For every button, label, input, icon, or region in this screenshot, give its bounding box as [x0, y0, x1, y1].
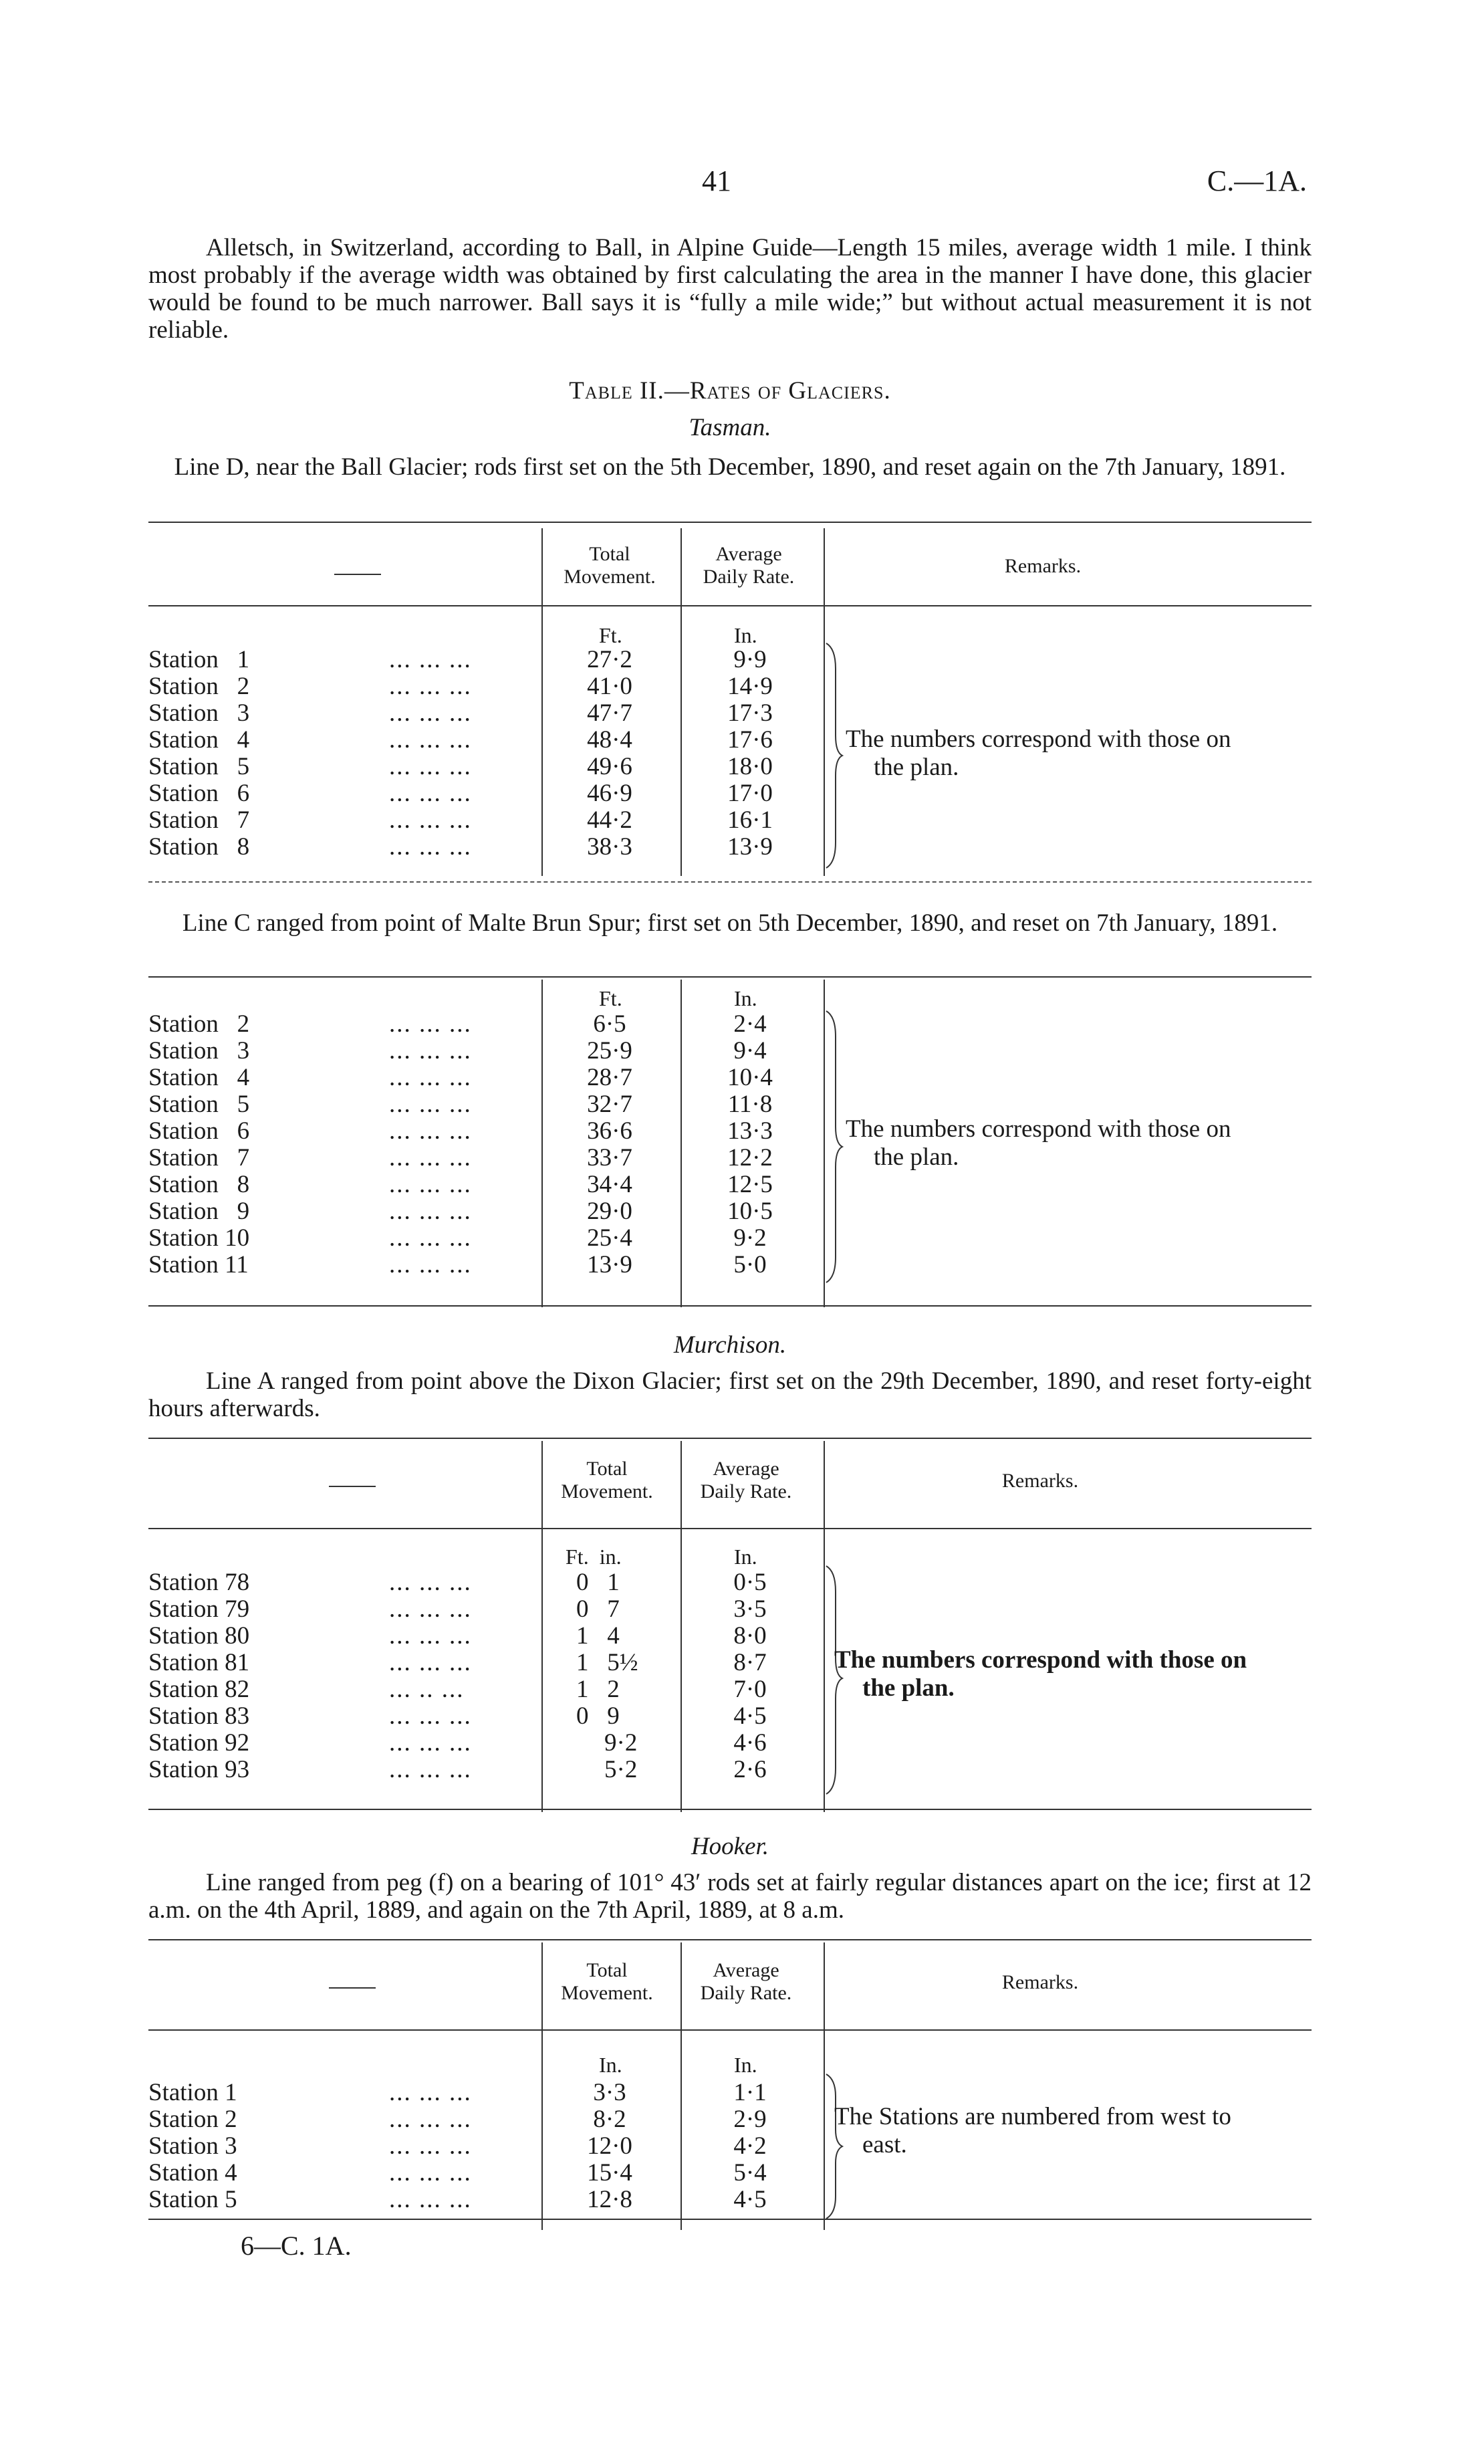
leader-dots: ... ... ...	[389, 2106, 472, 2133]
station-label: Station 4	[148, 2159, 237, 2187]
header-line: Total	[586, 1959, 628, 1981]
rate-value: 13·3	[727, 1117, 773, 1145]
leader-dots: ... ... ...	[389, 1224, 472, 1252]
rate-value: 8·0	[733, 1622, 767, 1650]
station-label: Station 5	[148, 753, 250, 780]
unit-total: Ft.	[599, 986, 622, 1010]
total-value: 5·2	[604, 1756, 638, 1783]
rate-value: 14·9	[727, 673, 773, 700]
tasman-heading: Tasman.	[689, 414, 771, 441]
total-value: 44·2	[587, 806, 632, 834]
station-label: Station 2	[148, 2106, 237, 2133]
leader-dots: ... ... ...	[389, 1198, 472, 1225]
header-line: Movement.	[561, 1982, 653, 2004]
remark-line: The numbers correspond with those on	[834, 1646, 1247, 1674]
table-top-rule	[148, 522, 1312, 523]
remarks-header: Remarks.	[1001, 1971, 1079, 1993]
signature-footer: 6—C. 1A.	[241, 2231, 352, 2261]
header-rule	[148, 605, 1312, 606]
rate-value: 10·5	[727, 1198, 773, 1225]
table-row	[148, 1702, 1312, 1728]
station-label: Station 2	[148, 1010, 250, 1038]
leader-dots: ... ... ...	[389, 1144, 472, 1171]
rate-value: 17·3	[727, 699, 773, 727]
total-value: 46·9	[587, 780, 632, 807]
station-label: Station 78	[148, 1569, 250, 1596]
table-row	[148, 1755, 1312, 1782]
header-line: Daily Rate.	[700, 1982, 792, 2004]
leader-dots: ... ... ...	[389, 2079, 472, 2106]
rate-value: 0·5	[733, 1569, 767, 1596]
table-row	[148, 1224, 1312, 1250]
murchison-heading: Murchison.	[673, 1331, 787, 1359]
table-row	[148, 1728, 1312, 1755]
leader-dots: ... ... ...	[389, 1251, 472, 1278]
station-label: Station 3	[148, 2132, 237, 2160]
header-line: Movement.	[564, 566, 656, 588]
station-label: Station 83	[148, 1702, 250, 1730]
table-bottom-rule	[148, 2219, 1312, 2220]
rate-value: 7·0	[733, 1676, 767, 1703]
station-label: Station 10	[148, 1224, 250, 1252]
leader-dots: ... ... ...	[389, 1037, 472, 1065]
total-value: 36·6	[587, 1117, 632, 1145]
leader-dots: ... ... ...	[389, 2159, 472, 2187]
total-value: 13·9	[587, 1251, 632, 1278]
table-row	[148, 645, 1312, 672]
header-line: Total	[589, 543, 630, 565]
table-row	[148, 1595, 1312, 1621]
station-label: Station 8	[148, 1171, 250, 1198]
unit-rate: In.	[734, 1545, 757, 1569]
rate-value: 13·9	[727, 833, 773, 861]
table-top-rule	[148, 1939, 1312, 1940]
rate-value: 16·1	[727, 806, 773, 834]
total-value: 12·0	[587, 2132, 632, 2160]
rate-value: 12·2	[727, 1144, 773, 1171]
table-row	[148, 1010, 1312, 1036]
header-line: Daily Rate.	[703, 566, 795, 588]
leader-dots: ... ... ...	[389, 1649, 472, 1676]
total-value: 28·7	[587, 1064, 632, 1091]
unit-total: In.	[599, 2053, 622, 2077]
average-daily-rate-header	[682, 543, 816, 588]
rate-value: 4·5	[733, 2186, 767, 2213]
station-label: Station 7	[148, 1144, 250, 1171]
total-value: 6·5	[593, 1010, 626, 1038]
rate-value: 10·4	[727, 1064, 773, 1091]
total-value: 1 5½	[576, 1649, 638, 1676]
station-label: Station 5	[148, 1091, 250, 1118]
table-row	[148, 1621, 1312, 1648]
remark-line: east.	[862, 2131, 907, 2158]
remark-line: the plan.	[874, 754, 959, 781]
leader-dots: ... ... ...	[389, 806, 472, 834]
station-label: Station 4	[148, 1064, 250, 1091]
leader-dots: ... ... ...	[389, 1702, 472, 1730]
total-value: 32·7	[587, 1091, 632, 1118]
table-row	[148, 672, 1312, 699]
total-value: 0 1	[576, 1569, 620, 1596]
total-value: 1 2	[576, 1676, 620, 1703]
total-value: 1 4	[576, 1622, 620, 1650]
station-label: Station 2	[148, 673, 250, 700]
leader-dots: ... ... ...	[389, 1171, 472, 1198]
unit-rate: In.	[734, 2053, 757, 2077]
table-row	[148, 779, 1312, 806]
remarks-header: Remarks.	[1004, 555, 1082, 577]
table-row	[148, 2185, 1312, 2212]
hooker-caption: Line ranged from peg (f) on a bearing of 101° 43′ rods set at fairly regular distances apart on the ice; first at 12 a.m. on the 4th April, 1889, and again on the 7th April, 1889, at 8 a.m.	[148, 1869, 1312, 1924]
table-row	[148, 1090, 1312, 1117]
leader-dots: ... ... ...	[389, 1595, 472, 1623]
leader-dots: ... ... ...	[389, 2132, 472, 2160]
table-top-rule	[148, 1438, 1312, 1439]
header-line: Average	[713, 1458, 779, 1480]
rate-value: 9·9	[733, 646, 767, 673]
rate-value: 9·2	[733, 1224, 767, 1252]
leader-dots: ... ... ...	[389, 1010, 472, 1038]
rate-value: 5·0	[733, 1251, 767, 1278]
rate-value: 2·9	[733, 2106, 767, 2133]
remark-line: the plan.	[862, 1674, 955, 1702]
stub-dash	[334, 574, 381, 575]
total-value: 47·7	[587, 699, 632, 727]
table-bottom-rule	[148, 881, 1312, 883]
remark-line: The numbers correspond with those on	[846, 725, 1231, 753]
table-row	[148, 2158, 1312, 2185]
station-label: Station 1	[148, 646, 250, 673]
total-value: 38·3	[587, 833, 632, 861]
station-label: Station 3	[148, 1037, 250, 1065]
rate-value: 18·0	[727, 753, 773, 780]
hooker-heading: Hooker.	[691, 1833, 769, 1860]
page-number: 41	[702, 164, 731, 197]
station-label: Station 5	[148, 2186, 237, 2213]
rate-value: 4·5	[733, 1702, 767, 1730]
total-value: 25·4	[587, 1224, 632, 1252]
rate-value: 5·4	[733, 2159, 767, 2187]
leader-dots: ... ... ...	[389, 1117, 472, 1145]
station-label: Station 82	[148, 1676, 250, 1703]
station-label: Station 8	[148, 833, 250, 861]
leader-dots: ... ... ...	[389, 780, 472, 807]
intro-paragraph: Alletsch, in Switzerland, according to Ball, in Alpine Guide—Length 15 miles, average width 1 mile. I think most probably if the average width was obtained by first calculating the area in the manner I have done, this glacier would be found to be much narrower. Ball says it is “fully a mile wide;” but without actual measurement it is not reliable.	[148, 234, 1312, 344]
rate-value: 2·4	[733, 1010, 767, 1038]
page-header	[0, 164, 1484, 211]
remark-line: The numbers correspond with those on	[846, 1115, 1231, 1143]
remark-text	[834, 1646, 1247, 1702]
total-value: 25·9	[587, 1037, 632, 1065]
leader-dots: ... ... ...	[389, 1569, 472, 1596]
table-row	[148, 1170, 1312, 1197]
total-value: 29·0	[587, 1198, 632, 1225]
header-line: Movement.	[561, 1480, 653, 1502]
document-code: C.—1A.	[1207, 164, 1307, 197]
table-row	[148, 832, 1312, 859]
table-row	[148, 2078, 1312, 2105]
station-label: Station 81	[148, 1649, 250, 1676]
remark-text	[834, 2103, 1231, 2159]
header-rule	[148, 1528, 1312, 1529]
station-label: Station 92	[148, 1729, 250, 1757]
leader-dots: ... ... ...	[389, 1729, 472, 1757]
leader-dots: ... ... ...	[389, 1756, 472, 1783]
rate-value: 17·0	[727, 780, 773, 807]
stub-dash	[329, 1987, 376, 1989]
murchison-caption: Line A ranged from point above the Dixon Glacier; first set on the 29th December, 1890, and reset forty-eight hours afterwards.	[148, 1367, 1312, 1422]
table-row	[148, 1036, 1312, 1063]
rate-value: 12·5	[727, 1171, 773, 1198]
table-row	[148, 1250, 1312, 1277]
rate-value: 2·6	[733, 1756, 767, 1783]
total-movement-header	[543, 543, 676, 588]
remark-text	[846, 1115, 1231, 1171]
total-value: 12·8	[587, 2186, 632, 2213]
total-movement-header	[540, 1959, 674, 2005]
total-value: 0 9	[576, 1702, 620, 1730]
rate-value: 4·2	[733, 2132, 767, 2160]
total-value: 8·2	[593, 2106, 626, 2133]
header-line: Daily Rate.	[700, 1480, 792, 1502]
leader-dots: ... ... ...	[389, 753, 472, 780]
leader-dots: ... .. ...	[389, 1676, 465, 1703]
total-value: 27·2	[587, 646, 632, 673]
unit-total: Ft. in.	[566, 1545, 622, 1569]
line-c-caption: Line C ranged from point of Malte Brun Spur; first set on 5th December, 1890, and reset on 7th January, 1891.	[182, 909, 1278, 937]
leader-dots: ... ... ...	[389, 1064, 472, 1091]
table-row	[148, 1063, 1312, 1090]
total-value: 49·6	[587, 753, 632, 780]
station-label: Station 93	[148, 1756, 250, 1783]
header-line: Total	[586, 1458, 628, 1480]
station-label: Station 3	[148, 699, 250, 727]
leader-dots: ... ... ...	[389, 1091, 472, 1118]
remark-line: The Stations are numbered from west to	[834, 2103, 1231, 2130]
total-value: 41·0	[587, 673, 632, 700]
rate-value: 4·6	[733, 1729, 767, 1757]
station-label: Station 6	[148, 1117, 250, 1145]
total-movement-header	[540, 1458, 674, 1503]
total-value: 33·7	[587, 1144, 632, 1171]
station-label: Station 1	[148, 2079, 237, 2106]
remark-line: the plan.	[874, 1143, 959, 1171]
rate-value: 17·6	[727, 726, 773, 754]
total-value: 15·4	[587, 2159, 632, 2187]
station-label: Station 9	[148, 1198, 250, 1225]
total-value: 48·4	[587, 726, 632, 754]
unit-rate: In.	[734, 986, 757, 1010]
leader-dots: ... ... ...	[389, 726, 472, 754]
rate-value: 1·1	[733, 2079, 767, 2106]
table-title: Table II.—Rates of Glaciers.	[569, 377, 891, 405]
station-label: Station 80	[148, 1622, 250, 1650]
header-line: Average	[715, 543, 782, 565]
table-row	[148, 1568, 1312, 1595]
table-top-rule	[148, 976, 1312, 978]
leader-dots: ... ... ...	[389, 1622, 472, 1650]
line-d-caption: Line D, near the Ball Glacier; rods first set on the 5th December, 1890, and reset again on the 7th January, 1891.	[174, 453, 1286, 481]
rate-value: 3·5	[733, 1595, 767, 1623]
total-value: 3·3	[593, 2079, 626, 2106]
header-line: Average	[713, 1959, 779, 1981]
average-daily-rate-header	[679, 1458, 813, 1503]
average-daily-rate-header	[679, 1959, 813, 2005]
remarks-header: Remarks.	[1001, 1470, 1079, 1492]
brace-icon	[824, 642, 844, 869]
unit-rate: In.	[734, 623, 757, 647]
total-value: 34·4	[587, 1171, 632, 1198]
station-label: Station 4	[148, 726, 250, 754]
header-rule	[148, 2029, 1312, 2031]
rate-value: 9·4	[733, 1037, 767, 1065]
leader-dots: ... ... ...	[389, 2186, 472, 2213]
unit-total: Ft.	[599, 623, 622, 647]
leader-dots: ... ... ...	[389, 673, 472, 700]
brace-icon	[824, 1010, 844, 1284]
table-bottom-rule	[148, 1809, 1312, 1810]
leader-dots: ... ... ...	[389, 833, 472, 861]
remark-text	[846, 725, 1231, 782]
table-row	[148, 1197, 1312, 1224]
table-row	[148, 699, 1312, 725]
station-label: Station 79	[148, 1595, 250, 1623]
station-label: Station 6	[148, 780, 250, 807]
table-row	[148, 806, 1312, 832]
rate-value: 11·8	[727, 1091, 773, 1118]
stub-dash	[329, 1486, 376, 1487]
total-value: 9·2	[604, 1729, 638, 1757]
station-label: Station 11	[148, 1251, 249, 1278]
leader-dots: ... ... ...	[389, 646, 472, 673]
rate-value: 8·7	[733, 1649, 767, 1676]
station-label: Station 7	[148, 806, 250, 834]
table-bottom-rule	[148, 1305, 1312, 1307]
total-value: 0 7	[576, 1595, 620, 1623]
leader-dots: ... ... ...	[389, 699, 472, 727]
